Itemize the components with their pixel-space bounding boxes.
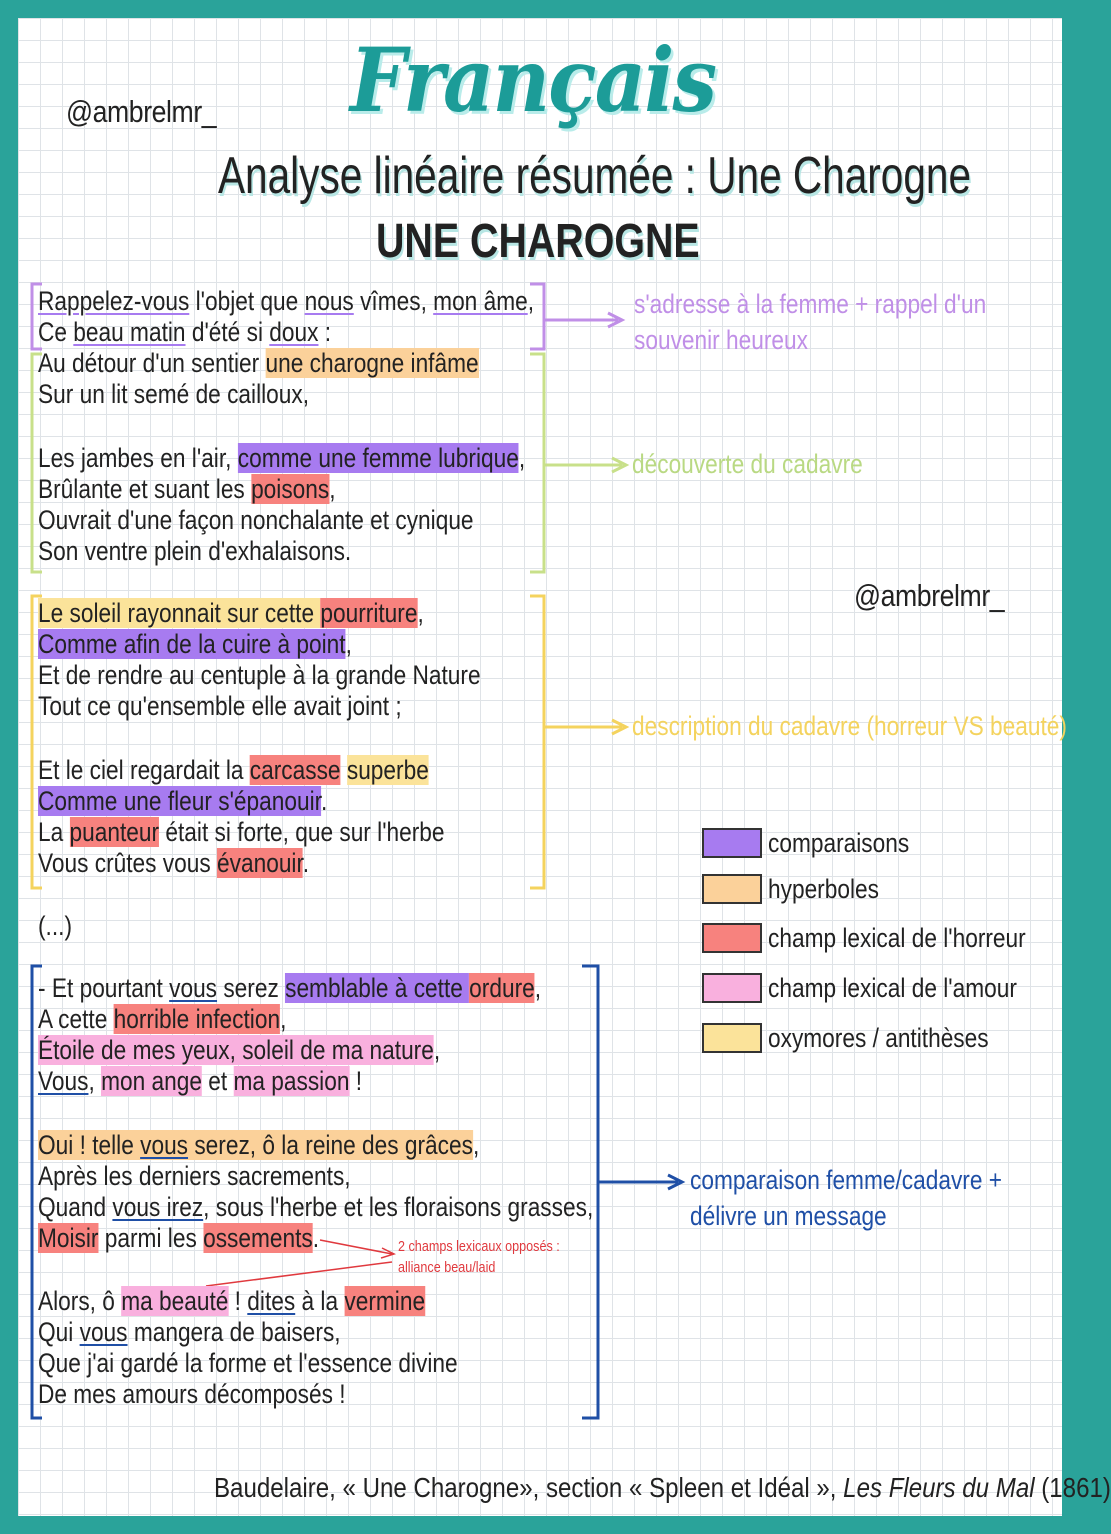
stanza-2 [38,443,618,567]
stanza-4 [38,755,522,879]
verse-28: De mes amours décomposés ! [38,1379,346,1409]
legend-item-comparaisons: comparaisons [702,826,936,860]
verse-18: A cette horrible infection, [38,1004,287,1034]
verse-11: Et de rendre au centuple à la grande Nature [38,660,481,690]
verse-9: Le soleil rayonnait sur cette pourriture, [38,598,424,628]
author-handle-mid: @ambrelmr_ [854,578,1005,613]
verse-10: Comme afin de la cuire à point, [38,629,352,659]
verse-21: Oui ! telle vous serez, ô la reine des grâces, [38,1130,480,1160]
ellipsis: (...) [38,911,73,941]
verse-6: Brûlante et suant les poisons, [38,474,336,504]
legend-item-hyperboles: hyperboles [702,872,900,906]
legend-item-horreur: champ lexical de l'horreur [702,921,1075,955]
verse-26: Qui vous mangera de baisers, [38,1317,341,1347]
legend-swatch [702,874,762,904]
author-handle-top: @ambrelmr_ [66,94,217,129]
legend-swatch [702,828,762,858]
stanza-5 [38,973,637,1097]
verse-13: Et le ciel regardait la carcasse superbe [38,755,429,785]
verse-14: Comme une fleur s'épanouir. [38,786,328,816]
verse-23: Quand vous irez, sous l'herbe et les floraisons grasses, [38,1192,594,1222]
verse-22: Après les derniers sacrements, [38,1161,351,1191]
legend-swatch [702,1023,762,1053]
citation: Baudelaire, « Une Charogne», section « Spleen et Idéal », Les Fleurs du Mal (1861) [214,1472,1111,1503]
stanza-1 [38,286,629,410]
verse-17: - Et pourtant vous serez semblable à cette ordure, [38,973,542,1003]
verse-4: Sur un lit semé de cailloux, [38,379,310,409]
note-adresse: s'adresse à la femme + rappel d'un souvenir heureux [634,289,987,355]
verse-1: Rappelez-vous l'objet que nous vîmes, mon âme, [38,286,535,316]
subtitle: Analyse linéaire résumée : Une Charogne [218,147,972,205]
verse-15: La puanteur était si forte, que sur l'herbe [38,817,445,847]
stanza-3 [38,598,565,722]
poem-heading: UNE CHAROGNE [376,215,700,268]
note-comparaison: comparaison femme/cadavre + délivre un message [690,1165,1002,1231]
verse-2: Ce beau matin d'été si doux : [38,317,332,347]
stanza-6 [38,1130,699,1254]
legend-swatch [702,973,762,1003]
note-decouverte: découverte du cadavre [632,449,863,479]
verse-5: Les jambes en l'air, comme une femme lubrique, [38,443,526,473]
verse-16: Vous crûtes vous évanouir. [38,848,310,878]
verse-24: Moisir parmi les ossements. [38,1223,320,1253]
note-champs-opposes: 2 champs lexicaux opposés : alliance beau/laid [398,1238,560,1276]
arrow-red-2 [206,1262,392,1286]
legend-item-oxymores: oxymores / antithèses [702,1021,1031,1055]
verse-8: Son ventre plein d'exhalaisons. [38,536,352,566]
verse-3: Au détour d'un sentier une charogne infâme [38,348,479,378]
verse-27: Que j'ai gardé la forme et l'essence divine [38,1348,458,1378]
note-description: description du cadavre (horreur VS beauté) [632,711,1067,741]
note-page [18,18,1111,1516]
verse-12: Tout ce qu'ensemble elle avait joint ; [38,691,402,721]
verse-19: Étoile de mes yeux, soleil de ma nature, [38,1035,441,1065]
verse-7: Ouvrait d'une façon nonchalante et cynique [38,505,474,535]
legend-swatch [702,923,762,953]
legend-item-amour: champ lexical de l'amour [702,971,1064,1005]
verse-20: Vous, mon ange et ma passion ! [38,1066,363,1096]
verse-25: Alors, ô ma beauté ! dites à la vermine [38,1286,426,1316]
stanza-7 [38,1286,538,1410]
page-title: Français [350,28,716,132]
